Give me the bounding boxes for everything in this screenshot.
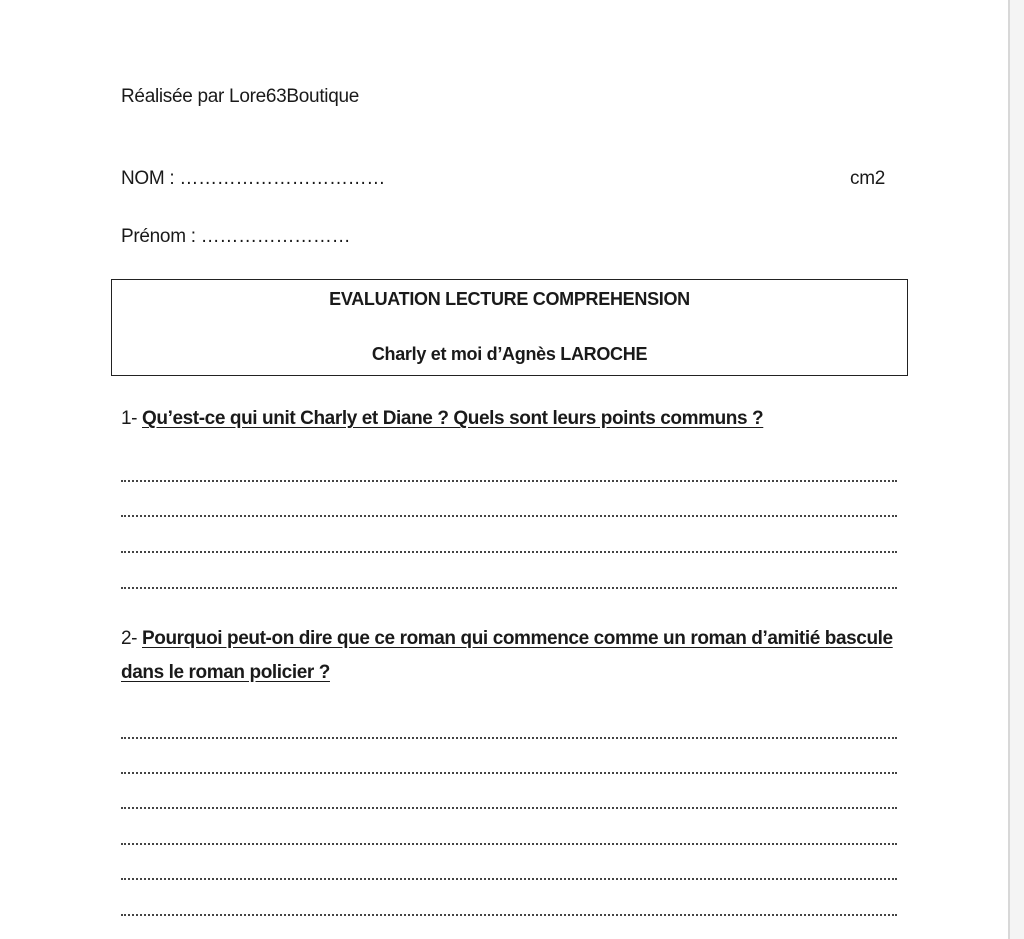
answer-line — [121, 914, 897, 916]
author-credit: Réalisée par Lore63Boutique — [121, 86, 360, 107]
answer-line — [121, 551, 897, 553]
answer-line — [121, 878, 897, 880]
answer-line — [121, 843, 897, 845]
document-title: EVALUATION LECTURE COMPREHENSION — [329, 289, 690, 309]
question-number: 1- — [121, 408, 138, 429]
answer-line — [121, 480, 897, 482]
question-text: Qu’est-ce qui unit Charly et Diane ? Quels sont leurs points communs ? — [142, 408, 764, 429]
answer-line — [121, 807, 897, 809]
question-text: Pourquoi peut-on dire que ce roman qui commence comme un roman d’amitié bascule dans le roman policier ? — [121, 628, 893, 683]
answer-line — [121, 515, 897, 517]
nom-field — [121, 168, 885, 190]
prenom-field: Prénom : …………………… — [121, 226, 351, 247]
book-title: Charly et moi d’Agnès LAROCHE — [371, 344, 648, 364]
answer-line — [121, 737, 897, 739]
page-margin — [1010, 0, 1024, 939]
title-box — [111, 279, 908, 376]
class-label: cm2 — [850, 168, 885, 189]
question-2 — [121, 622, 901, 690]
question-number: 2- — [121, 628, 138, 649]
nom-label: NOM : …………………………… — [121, 168, 386, 189]
answer-line — [121, 587, 897, 589]
answer-line — [121, 772, 897, 774]
question-1 — [121, 402, 901, 436]
page-edge — [1008, 0, 1010, 939]
